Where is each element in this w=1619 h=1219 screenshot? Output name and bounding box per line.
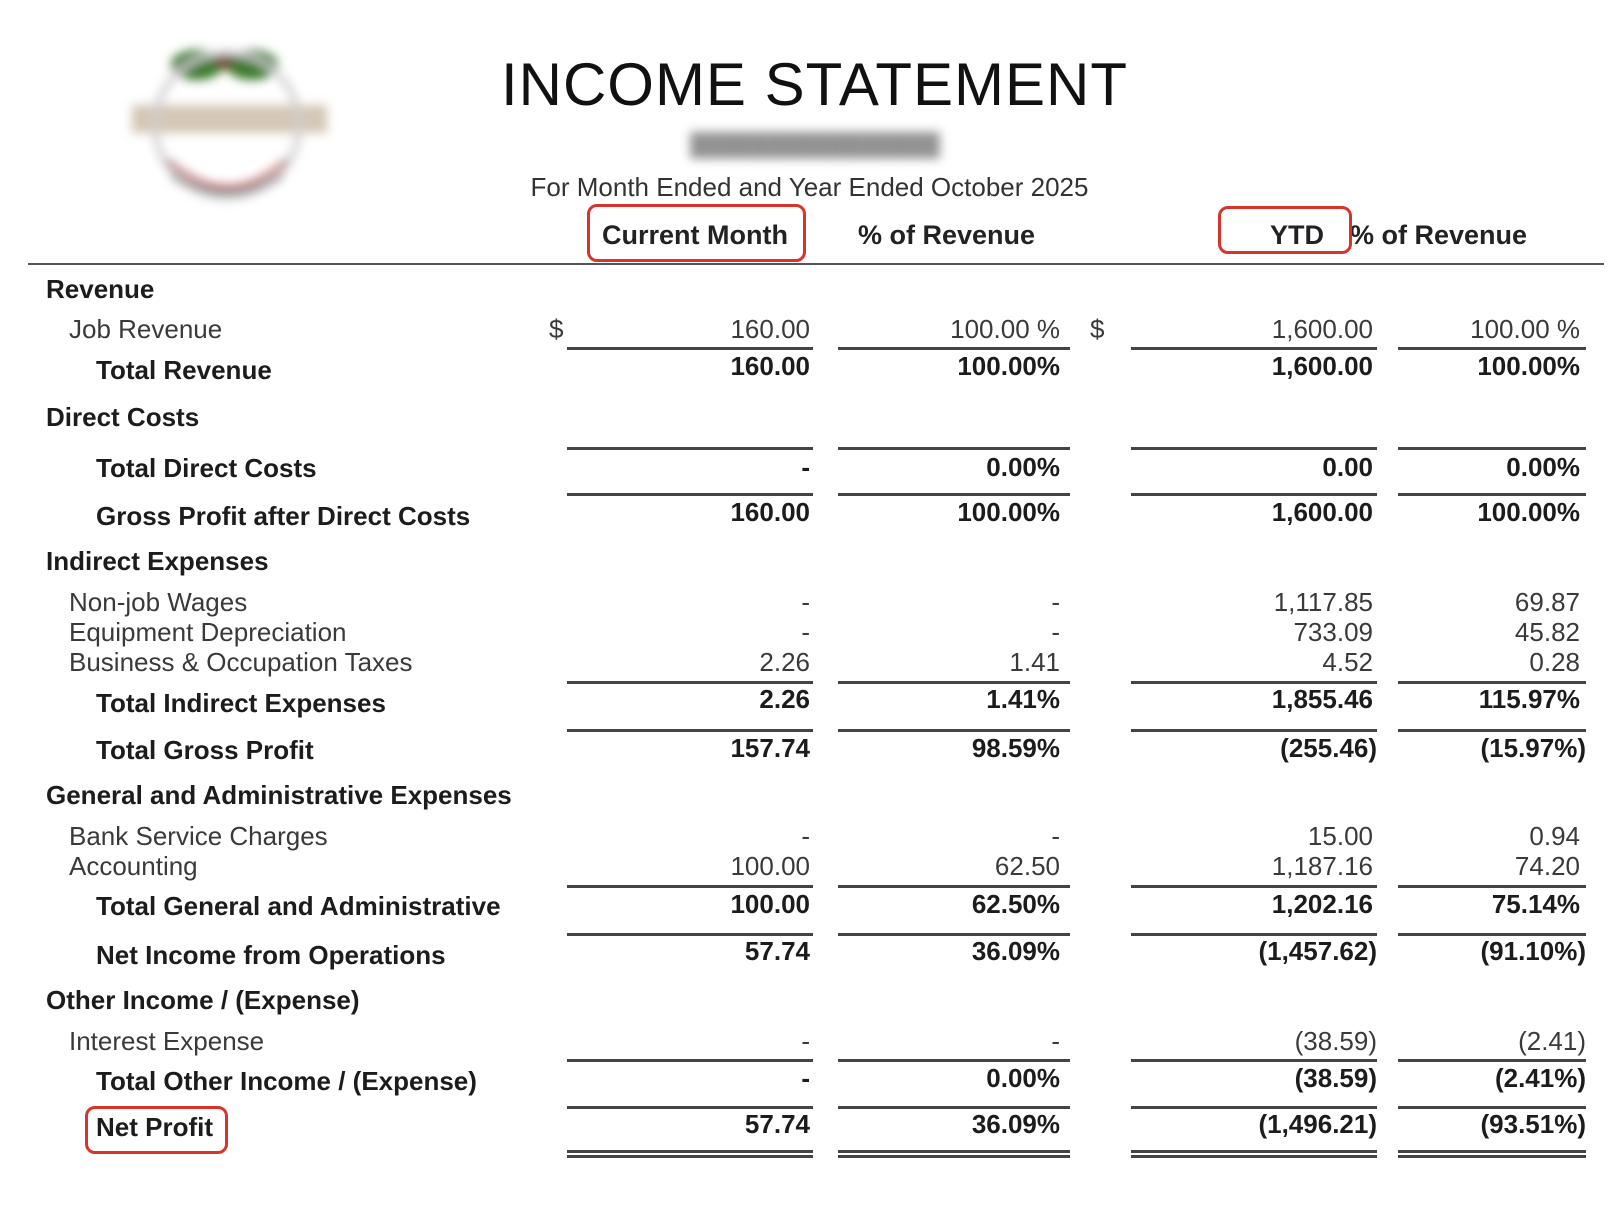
cell-bo-taxes-cm-pct: 1.41 bbox=[1009, 647, 1060, 677]
cell-bo-taxes-ytd: 4.52 bbox=[1322, 647, 1373, 677]
cell-total-gross-profit-ytd: (255.46) bbox=[1280, 733, 1377, 763]
section-direct-costs: Direct Costs bbox=[46, 402, 200, 432]
cell-equipment-depreciation-ytd-pct: 45.82 bbox=[1514, 617, 1580, 647]
subtotal-rule bbox=[1398, 447, 1586, 450]
subtotal-rule bbox=[1131, 1059, 1377, 1062]
cell-total-indirect-ytd-pct: 115.97% bbox=[1478, 684, 1580, 714]
cell-total-gross-profit-cm-pct: 98.59% bbox=[971, 733, 1060, 763]
cell-net-income-ops-cm-pct: 36.09% bbox=[971, 936, 1060, 966]
row-label-interest-expense: Interest Expense bbox=[69, 1026, 265, 1056]
subtotal-rule bbox=[1398, 729, 1586, 732]
cell-net-income-ops-ytd-pct: (91.10%) bbox=[1480, 936, 1586, 966]
subtotal-rule bbox=[567, 347, 813, 350]
cell-gross-profit-after-dc-ytd-pct: 100.00% bbox=[1477, 497, 1580, 527]
row-label-job-revenue: Job Revenue bbox=[69, 314, 223, 344]
subtotal-rule bbox=[1131, 493, 1377, 496]
cell-bo-taxes-ytd-pct: 0.28 bbox=[1529, 647, 1580, 677]
row-label-total-other-income: Total Other Income / (Expense) bbox=[96, 1066, 477, 1096]
cell-net-profit-ytd: (1,496.21) bbox=[1258, 1109, 1377, 1139]
cell-total-direct-costs-ytd: 0.00 bbox=[1322, 452, 1373, 482]
section-revenue: Revenue bbox=[46, 274, 155, 304]
cell-total-gross-profit-ytd-pct: (15.97%) bbox=[1480, 733, 1586, 763]
cell-equipment-depreciation-ytd: 733.09 bbox=[1293, 617, 1373, 647]
cell-total-direct-costs-cm: - bbox=[801, 452, 810, 482]
cell-interest-expense-ytd: (38.59) bbox=[1294, 1026, 1377, 1056]
cell-net-profit-ytd-pct: (93.51%) bbox=[1480, 1109, 1586, 1139]
cell-total-revenue-cm: 160.00 bbox=[730, 351, 810, 381]
cell-net-income-ops-ytd: (1,457.62) bbox=[1258, 936, 1377, 966]
cell-total-ga-ytd-pct: 75.14% bbox=[1491, 889, 1580, 919]
subtotal-rule bbox=[1131, 885, 1377, 888]
subtotal-rule bbox=[838, 493, 1070, 496]
report-title: INCOME STATEMENT bbox=[500, 51, 1129, 118]
subtotal-rule bbox=[838, 885, 1070, 888]
cell-non-job-wages-cm-pct: - bbox=[1051, 587, 1060, 617]
cell-equipment-depreciation-cm: - bbox=[801, 617, 810, 647]
grand-total-double-rule bbox=[1131, 1150, 1377, 1158]
cell-bank-service-charges-ytd-pct: 0.94 bbox=[1529, 821, 1580, 851]
cell-total-ga-cm: 100.00 bbox=[730, 889, 810, 919]
subtotal-rule bbox=[1398, 347, 1586, 350]
cell-accounting-cm-pct: 62.50 bbox=[994, 851, 1060, 881]
cell-bank-service-charges-cm-pct: - bbox=[1051, 821, 1060, 851]
subtotal-rule bbox=[1398, 493, 1586, 496]
cell-non-job-wages-ytd-pct: 69.87 bbox=[1514, 587, 1580, 617]
subtotal-rule bbox=[1131, 447, 1377, 450]
cell-net-profit-cm-pct: 36.09% bbox=[971, 1109, 1060, 1139]
subtotal-rule bbox=[838, 1059, 1070, 1062]
report-period: For Month Ended and Year Ended October 2025 bbox=[530, 172, 1089, 202]
subtotal-rule bbox=[838, 447, 1070, 450]
subtotal-rule bbox=[838, 347, 1070, 350]
row-label-total-indirect-expenses: Total Indirect Expenses bbox=[96, 688, 386, 718]
row-label-gross-profit-after-direct-costs: Gross Profit after Direct Costs bbox=[96, 501, 471, 531]
column-header-current-month: Current Month bbox=[602, 220, 788, 250]
cell-total-indirect-ytd: 1,855.46 bbox=[1271, 684, 1373, 714]
cell-bank-service-charges-cm: - bbox=[801, 821, 810, 851]
subtotal-rule bbox=[567, 885, 813, 888]
company-name-redacted: ████████████████ bbox=[690, 132, 940, 157]
row-label-non-job-wages: Non-job Wages bbox=[69, 587, 248, 617]
cell-total-other-cm-pct: 0.00% bbox=[986, 1063, 1060, 1093]
cell-total-other-cm: - bbox=[801, 1063, 810, 1093]
row-label-total-revenue: Total Revenue bbox=[96, 355, 272, 385]
grand-total-double-rule bbox=[567, 1150, 813, 1158]
cell-total-other-ytd: (38.59) bbox=[1294, 1063, 1377, 1093]
cell-total-indirect-cm: 2.26 bbox=[759, 684, 810, 714]
cell-total-direct-costs-cm-pct: 0.00% bbox=[986, 452, 1060, 482]
cell-non-job-wages-ytd: 1,117.85 bbox=[1273, 587, 1373, 617]
cell-job-revenue-cm-pct: 100.00 % bbox=[950, 314, 1060, 344]
cell-gross-profit-after-dc-ytd: 1,600.00 bbox=[1271, 497, 1373, 527]
highlight-net-profit bbox=[85, 1106, 228, 1154]
cell-total-revenue-ytd-pct: 100.00% bbox=[1477, 351, 1580, 381]
subtotal-rule bbox=[1398, 885, 1586, 888]
section-other-income: Other Income / (Expense) bbox=[46, 985, 360, 1015]
column-header-ytd-pct-revenue: % of Revenue bbox=[1350, 220, 1528, 250]
cell-total-gross-profit-cm: 157.74 bbox=[730, 733, 810, 763]
cell-accounting-cm: 100.00 bbox=[730, 851, 810, 881]
cell-net-income-ops-cm: 57.74 bbox=[744, 936, 810, 966]
cell-total-revenue-cm-pct: 100.00% bbox=[957, 351, 1060, 381]
cell-interest-expense-cm-pct: - bbox=[1051, 1026, 1060, 1056]
subtotal-rule bbox=[567, 1059, 813, 1062]
cell-accounting-ytd-pct: 74.20 bbox=[1514, 851, 1580, 881]
cell-non-job-wages-cm: - bbox=[801, 587, 810, 617]
row-label-total-direct-costs: Total Direct Costs bbox=[96, 453, 317, 483]
subtotal-rule bbox=[838, 729, 1070, 732]
cell-interest-expense-ytd-pct: (2.41) bbox=[1518, 1026, 1586, 1056]
row-label-equipment-depreciation: Equipment Depreciation bbox=[69, 617, 347, 647]
subtotal-rule bbox=[567, 493, 813, 496]
cell-job-revenue-cm: 160.00 bbox=[730, 314, 810, 344]
row-label-net-income-operations: Net Income from Operations bbox=[96, 940, 446, 970]
subtotal-rule bbox=[1131, 347, 1377, 350]
cell-gross-profit-after-dc-cm: 160.00 bbox=[730, 497, 810, 527]
cell-total-ga-ytd: 1,202.16 bbox=[1271, 889, 1373, 919]
subtotal-rule bbox=[567, 729, 813, 732]
row-label-net-profit: Net Profit bbox=[96, 1112, 213, 1142]
cell-job-revenue-ytd-pct: 100.00 % bbox=[1470, 314, 1580, 344]
header-divider bbox=[28, 263, 1604, 265]
row-label-total-ga: Total General and Administrative bbox=[96, 891, 501, 921]
grand-total-double-rule bbox=[1398, 1150, 1586, 1158]
cell-net-profit-cm: 57.74 bbox=[744, 1109, 810, 1139]
subtotal-rule bbox=[1398, 1059, 1586, 1062]
cell-gross-profit-after-dc-cm-pct: 100.00% bbox=[957, 497, 1060, 527]
cell-total-other-ytd-pct: (2.41%) bbox=[1494, 1063, 1586, 1093]
cell-total-ga-cm-pct: 62.50% bbox=[971, 889, 1060, 919]
subtotal-rule bbox=[567, 447, 813, 450]
grand-total-double-rule bbox=[838, 1150, 1070, 1158]
highlight-current-month bbox=[587, 204, 806, 262]
cell-total-revenue-ytd: 1,600.00 bbox=[1271, 351, 1373, 381]
cell-equipment-depreciation-cm-pct: - bbox=[1051, 617, 1060, 647]
cell-bo-taxes-cm: 2.26 bbox=[759, 647, 810, 677]
highlight-ytd bbox=[1218, 206, 1352, 254]
cell-total-direct-costs-ytd-pct: 0.00% bbox=[1506, 452, 1580, 482]
row-label-total-gross-profit: Total Gross Profit bbox=[96, 735, 314, 765]
column-header-pct-revenue: % of Revenue bbox=[858, 220, 1036, 250]
currency-symbol: $ bbox=[549, 314, 564, 344]
row-label-bo-taxes: Business & Occupation Taxes bbox=[69, 647, 413, 677]
cell-accounting-ytd: 1,187.16 bbox=[1271, 851, 1373, 881]
section-ga-expenses: General and Administrative Expenses bbox=[46, 780, 512, 810]
cell-job-revenue-ytd: 1,600.00 bbox=[1271, 314, 1373, 344]
cell-total-indirect-cm-pct: 1.41% bbox=[986, 684, 1060, 714]
row-label-bank-service-charges: Bank Service Charges bbox=[69, 821, 328, 851]
column-header-ytd: YTD bbox=[1270, 220, 1324, 250]
cell-interest-expense-cm: - bbox=[801, 1026, 810, 1056]
section-indirect-expenses: Indirect Expenses bbox=[46, 546, 269, 576]
currency-symbol: $ bbox=[1090, 314, 1105, 344]
row-label-accounting: Accounting bbox=[69, 851, 198, 881]
cell-bank-service-charges-ytd: 15.00 bbox=[1307, 821, 1373, 851]
subtotal-rule bbox=[1131, 729, 1377, 732]
